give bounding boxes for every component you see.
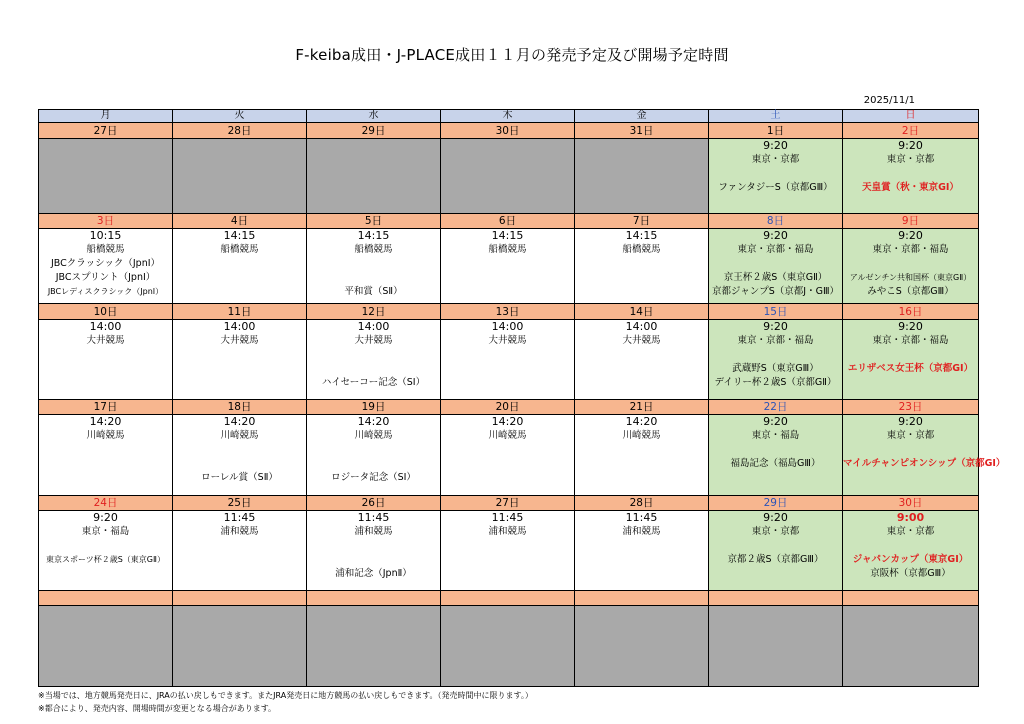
venue-name: 浦和競馬 bbox=[220, 526, 259, 538]
race-name bbox=[709, 348, 842, 362]
race-name: JBCクラッシック（JpnⅠ） bbox=[50, 258, 161, 270]
day-number: 23日 bbox=[843, 400, 979, 415]
open-time: 9:20 bbox=[763, 229, 788, 243]
day-schedule-cell bbox=[173, 229, 307, 304]
race-name bbox=[843, 257, 978, 271]
race-name: ロジータ記念（SⅠ） bbox=[331, 472, 416, 484]
open-time: 9:20 bbox=[763, 415, 788, 429]
race-name: JBCレディスクラシック（JpnⅠ） bbox=[47, 287, 164, 297]
day-schedule-cell bbox=[709, 229, 843, 304]
date-row bbox=[39, 304, 979, 319]
day-number: 13日 bbox=[441, 304, 575, 319]
day-number: 28日 bbox=[173, 123, 307, 138]
race-name bbox=[843, 443, 978, 457]
race-name bbox=[843, 539, 978, 553]
day-number: 11日 bbox=[173, 304, 307, 319]
venue-name: 川崎競馬 bbox=[220, 430, 259, 442]
venue-name: 浦和競馬 bbox=[488, 526, 527, 538]
open-time: 10:15 bbox=[89, 229, 122, 243]
race-name bbox=[307, 443, 440, 457]
race-name: 京都２歳S（京都GⅢ） bbox=[727, 554, 824, 566]
race-name bbox=[709, 443, 842, 457]
open-time: 14:20 bbox=[625, 415, 658, 429]
footnote: ※都合により、発売内容、開場時間が変更となる場合があります。 bbox=[38, 704, 277, 713]
day-schedule-cell bbox=[39, 511, 173, 591]
day-number: 21日 bbox=[575, 400, 709, 415]
day-schedule-cell bbox=[173, 511, 307, 591]
open-time: 9:00 bbox=[896, 511, 925, 525]
empty-day-cell bbox=[173, 138, 307, 213]
venue-name: 大井競馬 bbox=[86, 334, 125, 346]
footnotes bbox=[38, 689, 533, 715]
race-name: 京王杯２歳S（東京GⅡ） bbox=[723, 272, 828, 284]
empty-day-cell bbox=[39, 138, 173, 213]
open-time: 14:15 bbox=[357, 229, 390, 243]
day-schedule-cell bbox=[307, 319, 441, 399]
venue-name: 東京・京都 bbox=[751, 153, 800, 165]
day-number: 14日 bbox=[575, 304, 709, 319]
page-title: F-keiba成田・J-PLACE成田１１月の発売予定及び開場予定時間 bbox=[295, 46, 729, 64]
day-schedule-cell bbox=[441, 415, 575, 495]
day-schedule-cell bbox=[307, 229, 441, 304]
race-name: 平和賞（SⅡ） bbox=[344, 286, 403, 298]
blank-date-cell bbox=[307, 591, 441, 605]
schedule-row bbox=[39, 319, 979, 399]
day-schedule-cell bbox=[441, 319, 575, 399]
day-number: 27日 bbox=[39, 123, 173, 138]
day-schedule-cell bbox=[39, 319, 173, 399]
race-name: 浦和記念（JpnⅡ） bbox=[335, 568, 412, 580]
blank-date-cell bbox=[843, 591, 979, 605]
open-time: 14:00 bbox=[357, 319, 390, 333]
empty-day-cell bbox=[307, 138, 441, 213]
day-schedule-cell bbox=[709, 319, 843, 399]
race-name bbox=[843, 167, 978, 181]
blank-date-cell bbox=[39, 591, 173, 605]
day-schedule-cell bbox=[843, 415, 1006, 495]
venue-name: 大井競馬 bbox=[488, 334, 527, 346]
venue-name: 川崎競馬 bbox=[354, 430, 393, 442]
open-time: 14:15 bbox=[625, 229, 658, 243]
day-schedule-cell bbox=[441, 229, 575, 304]
open-time: 11:45 bbox=[223, 511, 256, 525]
open-time: 9:20 bbox=[763, 138, 788, 152]
venue-name: 船橋競馬 bbox=[220, 244, 259, 256]
venue-name: 船橋競馬 bbox=[488, 244, 527, 256]
day-schedule-cell bbox=[575, 319, 709, 399]
day-number: 9日 bbox=[843, 213, 979, 228]
race-name bbox=[39, 539, 172, 553]
race-name: ローレル賞（SⅡ） bbox=[201, 472, 278, 484]
weekday-mon: 月 bbox=[39, 110, 173, 123]
venue-name: 東京・京都 bbox=[886, 153, 935, 165]
open-time: 9:20 bbox=[898, 319, 923, 333]
issue-date: 2025/11/1 bbox=[863, 95, 915, 106]
open-time: 14:15 bbox=[491, 229, 524, 243]
open-time: 14:20 bbox=[89, 415, 122, 429]
weekday-tue: 火 bbox=[173, 110, 307, 123]
day-schedule-cell bbox=[173, 319, 307, 399]
venue-name: 大井競馬 bbox=[622, 334, 661, 346]
day-number: 2日 bbox=[843, 123, 979, 138]
day-schedule-cell bbox=[39, 415, 173, 495]
weekday-sat: 土 bbox=[709, 110, 843, 123]
race-name bbox=[709, 539, 842, 553]
day-schedule-cell bbox=[709, 415, 843, 495]
open-time: 9:20 bbox=[763, 511, 788, 525]
day-schedule-cell bbox=[575, 229, 709, 304]
race-name: マイルチャンピオンシップ（京都GⅠ） bbox=[843, 458, 1006, 470]
weekday-sun: 日 bbox=[843, 110, 979, 123]
race-name bbox=[307, 539, 440, 553]
open-time: 14:00 bbox=[491, 319, 524, 333]
race-name: 京阪杯（京都GⅢ） bbox=[870, 568, 951, 580]
open-time: 11:45 bbox=[491, 511, 524, 525]
blank-date-cell bbox=[575, 591, 709, 605]
day-schedule-cell bbox=[709, 511, 843, 591]
venue-name: 東京・福島 bbox=[81, 526, 130, 538]
day-number: 30日 bbox=[843, 495, 979, 510]
race-name bbox=[307, 457, 440, 471]
weekday-wed: 水 bbox=[307, 110, 441, 123]
weekday-fri: 金 bbox=[575, 110, 709, 123]
day-number: 20日 bbox=[441, 400, 575, 415]
empty-day-cell bbox=[575, 138, 709, 213]
day-number: 19日 bbox=[307, 400, 441, 415]
venue-name: 川崎競馬 bbox=[622, 430, 661, 442]
day-number: 30日 bbox=[441, 123, 575, 138]
day-schedule-cell bbox=[843, 138, 979, 213]
venue-name: 大井競馬 bbox=[220, 334, 259, 346]
race-name: 天皇賞（秋・東京GⅠ） bbox=[862, 181, 959, 193]
venue-name: 東京・京都・福島 bbox=[737, 244, 814, 256]
day-number: 12日 bbox=[307, 304, 441, 319]
day-number: 27日 bbox=[441, 495, 575, 510]
day-schedule-cell bbox=[843, 229, 979, 304]
date-row bbox=[39, 213, 979, 228]
race-name: 福島記念（福島GⅢ） bbox=[730, 458, 821, 470]
race-name: 東京スポーツ杯２歳S（東京GⅡ） bbox=[46, 555, 165, 565]
blank-date-cell bbox=[173, 591, 307, 605]
schedule-row bbox=[39, 138, 979, 213]
date-row bbox=[39, 123, 979, 138]
open-time: 11:45 bbox=[625, 511, 658, 525]
venue-name: 東京・京都・福島 bbox=[737, 334, 814, 346]
day-number: 26日 bbox=[307, 495, 441, 510]
date-row bbox=[39, 495, 979, 510]
open-time: 11:45 bbox=[357, 511, 390, 525]
empty-day-cell bbox=[307, 605, 441, 686]
weekday-header-row bbox=[39, 110, 979, 123]
open-time: 9:20 bbox=[763, 319, 788, 333]
race-name: みやこS（京都GⅢ） bbox=[867, 286, 954, 298]
day-number: 10日 bbox=[39, 304, 173, 319]
blank-schedule-row bbox=[39, 605, 979, 686]
empty-day-cell bbox=[441, 138, 575, 213]
open-time: 14:00 bbox=[223, 319, 256, 333]
schedule-row bbox=[39, 229, 979, 304]
race-name: デイリー杯２歳S（京都GⅡ） bbox=[714, 376, 837, 388]
open-time: 14:00 bbox=[625, 319, 658, 333]
weekday-thu: 木 bbox=[441, 110, 575, 123]
race-name: ジャパンカップ（東京GⅠ） bbox=[852, 554, 969, 566]
race-name bbox=[307, 362, 440, 376]
venue-name: 東京・京都 bbox=[886, 526, 935, 538]
open-time: 9:20 bbox=[898, 138, 923, 152]
day-number: 25日 bbox=[173, 495, 307, 510]
day-number: 29日 bbox=[307, 123, 441, 138]
day-number: 7日 bbox=[575, 213, 709, 228]
race-name bbox=[173, 457, 306, 471]
day-number: 1日 bbox=[709, 123, 843, 138]
day-number: 4日 bbox=[173, 213, 307, 228]
open-time: 14:20 bbox=[223, 415, 256, 429]
day-schedule-cell bbox=[173, 415, 307, 495]
race-name bbox=[173, 443, 306, 457]
race-name: ファンタジーS（京都GⅢ） bbox=[718, 181, 833, 193]
race-name: 京都ジャンプS（京都J・GⅢ） bbox=[711, 286, 840, 298]
blank-date-row bbox=[39, 591, 979, 605]
race-name bbox=[709, 167, 842, 181]
day-number: 17日 bbox=[39, 400, 173, 415]
day-schedule-cell bbox=[709, 138, 843, 213]
blank-date-cell bbox=[709, 591, 843, 605]
open-time: 14:20 bbox=[491, 415, 524, 429]
race-name bbox=[307, 348, 440, 362]
day-number: 18日 bbox=[173, 400, 307, 415]
day-number: 16日 bbox=[843, 304, 979, 319]
race-name bbox=[307, 553, 440, 567]
footnote: ※当場では、地方競馬発売日に、JRAの払い戻しもできます。またJRA発売日に地方競馬の払い戻しもできます。（発売時間中に限ります。） bbox=[38, 691, 533, 700]
empty-day-cell bbox=[173, 605, 307, 686]
day-number: 28日 bbox=[575, 495, 709, 510]
day-number: 31日 bbox=[575, 123, 709, 138]
race-name: ハイセーコー記念（SⅠ） bbox=[321, 376, 426, 388]
schedule-row bbox=[39, 511, 979, 591]
race-name: エリザベス女王杯（京都GⅠ） bbox=[847, 362, 974, 374]
race-name: JBCスプリント（JpnⅠ） bbox=[55, 272, 156, 284]
day-schedule-cell bbox=[307, 511, 441, 591]
venue-name: 川崎競馬 bbox=[488, 430, 527, 442]
race-name bbox=[843, 348, 978, 362]
venue-name: 船橋競馬 bbox=[86, 244, 125, 256]
schedule-calendar bbox=[38, 109, 1006, 687]
venue-name: 浦和競馬 bbox=[622, 526, 661, 538]
day-schedule-cell bbox=[307, 415, 441, 495]
race-name: アルゼンチン共和国杯（東京GⅡ） bbox=[849, 273, 972, 283]
day-schedule-cell bbox=[843, 511, 979, 591]
venue-name: 東京・福島 bbox=[751, 430, 800, 442]
venue-name: 船橋競馬 bbox=[622, 244, 661, 256]
empty-day-cell bbox=[39, 605, 173, 686]
open-time: 14:00 bbox=[89, 319, 122, 333]
empty-day-cell bbox=[709, 605, 843, 686]
day-number: 6日 bbox=[441, 213, 575, 228]
schedule-row bbox=[39, 415, 979, 495]
day-number: 8日 bbox=[709, 213, 843, 228]
day-number: 15日 bbox=[709, 304, 843, 319]
venue-name: 浦和競馬 bbox=[354, 526, 393, 538]
day-number: 29日 bbox=[709, 495, 843, 510]
open-time: 14:15 bbox=[223, 229, 256, 243]
venue-name: 東京・京都 bbox=[751, 526, 800, 538]
day-number: 24日 bbox=[39, 495, 173, 510]
day-schedule-cell bbox=[843, 319, 979, 399]
race-name: 武蔵野S（東京GⅢ） bbox=[732, 362, 819, 374]
day-schedule-cell bbox=[39, 229, 173, 304]
race-name bbox=[307, 257, 440, 271]
venue-name: 川崎競馬 bbox=[86, 430, 125, 442]
blank-date-cell bbox=[441, 591, 575, 605]
race-name bbox=[709, 257, 842, 271]
date-row bbox=[39, 400, 979, 415]
empty-day-cell bbox=[843, 605, 979, 686]
race-name bbox=[307, 271, 440, 285]
venue-name: 東京・京都 bbox=[886, 430, 935, 442]
venue-name: 東京・京都・福島 bbox=[872, 334, 949, 346]
empty-day-cell bbox=[441, 605, 575, 686]
day-number: 3日 bbox=[39, 213, 173, 228]
day-schedule-cell bbox=[441, 511, 575, 591]
empty-day-cell bbox=[575, 605, 709, 686]
open-time: 9:20 bbox=[93, 511, 118, 525]
day-schedule-cell bbox=[575, 511, 709, 591]
open-time: 14:20 bbox=[357, 415, 390, 429]
venue-name: 大井競馬 bbox=[354, 334, 393, 346]
venue-name: 船橋競馬 bbox=[354, 244, 393, 256]
venue-name: 東京・京都・福島 bbox=[872, 244, 949, 256]
open-time: 9:20 bbox=[898, 415, 923, 429]
day-number: 5日 bbox=[307, 213, 441, 228]
open-time: 9:20 bbox=[898, 229, 923, 243]
day-number: 22日 bbox=[709, 400, 843, 415]
day-schedule-cell bbox=[575, 415, 709, 495]
